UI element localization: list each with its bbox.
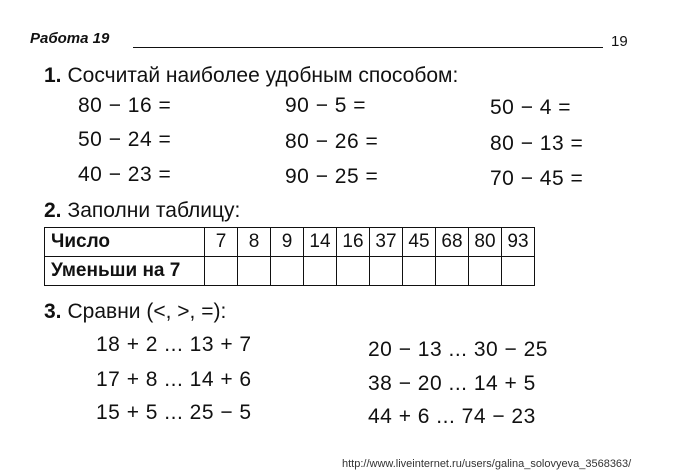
task3-number: 3. — [44, 300, 62, 323]
task1-expr: 80 − 16 = — [78, 94, 172, 117]
table-cell: 9 — [271, 228, 304, 257]
task2-heading — [44, 199, 240, 223]
table-cell: 80 — [469, 228, 502, 257]
answer-cell[interactable] — [370, 257, 403, 286]
fill-table — [44, 227, 535, 286]
table-cell: 7 — [205, 228, 238, 257]
work-title: Работа 19 — [30, 30, 110, 47]
answer-cell[interactable] — [436, 257, 469, 286]
task2-number: 2. — [44, 199, 62, 222]
task1-expr: 90 − 25 = — [285, 165, 379, 188]
task1-expr: 80 − 13 = — [490, 132, 584, 155]
task3-text: Сравни (<, >, =): — [67, 300, 227, 323]
task1-heading — [44, 64, 458, 88]
table-cell: 93 — [502, 228, 535, 257]
task1-number: 1. — [44, 64, 62, 87]
compare-expr: 44 + 6 ... 74 − 23 — [368, 405, 536, 428]
row-label-number: Число — [45, 228, 205, 257]
task2-text: Заполни таблицу: — [67, 199, 241, 222]
table-cell: 16 — [337, 228, 370, 257]
compare-expr: 18 + 2 ... 13 + 7 — [96, 333, 252, 356]
answer-cell[interactable] — [205, 257, 238, 286]
answer-cell[interactable] — [469, 257, 502, 286]
task3-heading — [44, 300, 226, 324]
table-row-answers — [45, 257, 535, 286]
answer-cell[interactable] — [238, 257, 271, 286]
table-cell: 45 — [403, 228, 436, 257]
page-number: 19 — [611, 33, 628, 50]
task1-expr: 70 − 45 = — [490, 167, 584, 190]
compare-expr: 20 − 13 ... 30 − 25 — [368, 338, 548, 361]
table-cell: 68 — [436, 228, 469, 257]
task1-expr: 40 − 23 = — [78, 163, 172, 186]
answer-cell[interactable] — [403, 257, 436, 286]
task1-expr: 50 − 4 = — [490, 96, 572, 119]
table-cell: 14 — [304, 228, 337, 257]
table-cell: 37 — [370, 228, 403, 257]
task1-expr: 90 − 5 = — [285, 94, 367, 117]
answer-cell[interactable] — [337, 257, 370, 286]
watermark-url: http://www.liveinternet.ru/users/galina_solovyeva_3568363/ — [342, 458, 632, 470]
task1-expr: 50 − 24 = — [78, 128, 172, 151]
answer-cell[interactable] — [271, 257, 304, 286]
compare-expr: 15 + 5 ... 25 − 5 — [96, 401, 252, 424]
compare-expr: 38 − 20 ... 14 + 5 — [368, 372, 536, 395]
table-row-numbers — [45, 228, 535, 257]
row-label-decrease: Уменьши на 7 — [45, 257, 205, 286]
answer-cell[interactable] — [502, 257, 535, 286]
table-cell: 8 — [238, 228, 271, 257]
task1-expr: 80 − 26 = — [285, 130, 379, 153]
task1-text: Сосчитай наиболее удобным способом: — [67, 64, 459, 87]
header-rule — [133, 47, 603, 48]
compare-expr: 17 + 8 ... 14 + 6 — [96, 368, 252, 391]
answer-cell[interactable] — [304, 257, 337, 286]
